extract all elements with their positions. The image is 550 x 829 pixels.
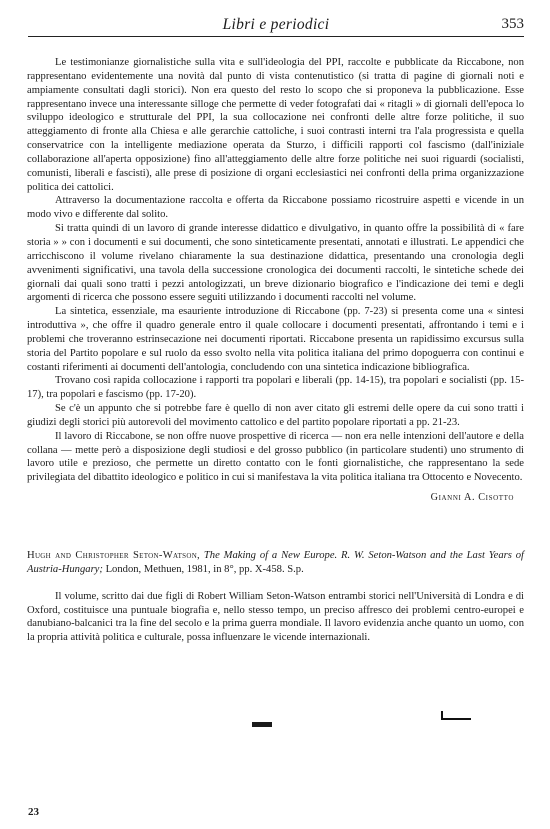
header-rule xyxy=(28,36,524,37)
review-paragraph-5: Trovano così rapida collocazione i rapporti tra popolari e liberali (pp. 14-15), tra popolari e socialisti (pp. 15-17), tra popolari e fascismo (pp. 17-20). xyxy=(27,375,524,401)
entry-publication: London, Methuen, 1981, in 8°, pp. X-458. S.p. xyxy=(105,563,304,575)
section-gap xyxy=(27,505,524,549)
entry-title: The Making of a New Europe. R. W. Seton-Watson and the Last Years of Austria-Hungary; xyxy=(27,550,524,575)
review-paragraph-2: Attraverso la documentazione raccolta e offerta da Riccabone possiamo ricostruire aspetti e vicende in un modo vivo e differente dal solito. xyxy=(27,195,524,221)
signature-mark: 23 xyxy=(28,806,39,818)
entry-body: Il volume, scritto dai due figli di Robert William Seton-Watson entrambi storici nell'Università di Londra e di Oxford, costituisce una puntuale biografia e, nello stesso tempo, un preciso affresco dei problemi centro-europei e danubiano-balcanici tra la fine del secolo e la prima guerra mondiale. Il lavoro evidenzia anche quanto un uomo, con la propria attività politica e culturale, possa influenzare le vicende internazionali. xyxy=(27,590,524,644)
bibliographic-entry xyxy=(27,549,524,577)
review-paragraph-7: Il lavoro di Riccabone, se non offre nuove prospettive di ricerca — non era nelle intenzioni dell'autore e della collana — mette però a disposizione degli studiosi e del grosso pubblico (in particolare studenti) uno strumento di lavoro utile e prezioso, che permette un diretto contatto con le fonti giornalistiche, che rappresentano la sede privilegiata del dibattito ideologico e politico in cui si manifestava la vita politica italiana tra Ottocento e Novecento. xyxy=(27,430,524,484)
entry-authors: Hugh and Christopher Seton-Watson, xyxy=(27,550,201,561)
ink-mark-icon xyxy=(441,711,471,720)
page-number: 353 xyxy=(501,16,524,32)
entry-gap xyxy=(27,577,524,590)
review-paragraph-3: Si tratta quindi di un lavoro di grande interesse didattico e divulgativo, in quanto offre la possibilità di « fare storia » » con i documenti e sui documenti, che sono sinteticamente presentati, annotati e illustrati. Le appendici che arricchiscono il volume rivelano chiaramente la sua destinazione didattica, presentando una cronologia degli avvenimenti significativi, una tavola della successione cronologica dei documenti raccolti, le sintetiche schede dei giornali dai quali sono tratti i pezzi antologizzati, un breve dizionario biografico e l'indicazione dei temi e degli argomenti di ricerca che possono essere seguiti utilizzando i documenti raccolti nel volume. xyxy=(27,223,524,304)
review-paragraph-6: Se c'è un appunto che si potrebbe fare è quello di non aver citato gli estremi delle opere da cui sono tratti i giudizi degli storici più autorevoli del movimento cattolico e del partito popolare riportati a pp. 21-23. xyxy=(27,403,524,428)
review-paragraph-1: Le testimonianze giornalistiche sulla vita e sull'ideologia del PPI, raccolte e pubblicate da Riccabone, non rappresentano evidentemente una novità dal punto di vista contenutistico (si tratta di pagine di giornali noti e ampiamente consultati dagli storici). Non era questo del resto lo scopo che si proponeva la pubblicazione. Esse rappresentano invece una interessante silloge che permette di veder fotografati dai « ritagli » di giornali dell'epoca lo sviluppo ideologico e strutturale del PPI, la sua collocazione nei confronti delle altre forze politiche, il suo atteggiamento di fronte alla Chiesa e alle gerarchie cattoliche, i suoi contrasti interni tra l'ala progressista e quella conservatrice con la intelligente mediazione operata da Sturzo, i difficili rapporti col fascismo (dall'iniziale collaborazione all'aperta opposizione) fino all'atteggiamento delle altre forze politiche nei suoi riguardi (socialisti, comunisti, liberali e fascisti), alle prese di posizione di organi ecclesiastici nei confronti della prima organizzazione politica dei cattolici. xyxy=(27,57,524,193)
review-paragraph-4: La sintetica, essenziale, ma esauriente introduzione di Riccabone (pp. 7-23) si presenta come una « sintesi introduttiva », che offre il quadro generale entro il quale collocare i documenti presentati, affrontando i temi e i problemi che troveranno estrinsecazione nei documenti riportati. Riccabone presenta un rapidissimo excursus sulla storia del Partito popolare e sul ruolo da esso svolto nella vita politica italiana del primo dopoguerra con continui e costanti riferimenti ai documenti dell'antologia, concludendo con una sintetica indicazione bibliografica. xyxy=(27,306,524,373)
review-signature: Gianni A. Cisotto xyxy=(430,492,514,504)
running-title: Libri e periodici xyxy=(222,16,330,33)
ink-blot-icon xyxy=(252,722,272,727)
running-header xyxy=(28,14,524,36)
page-body xyxy=(27,56,524,645)
